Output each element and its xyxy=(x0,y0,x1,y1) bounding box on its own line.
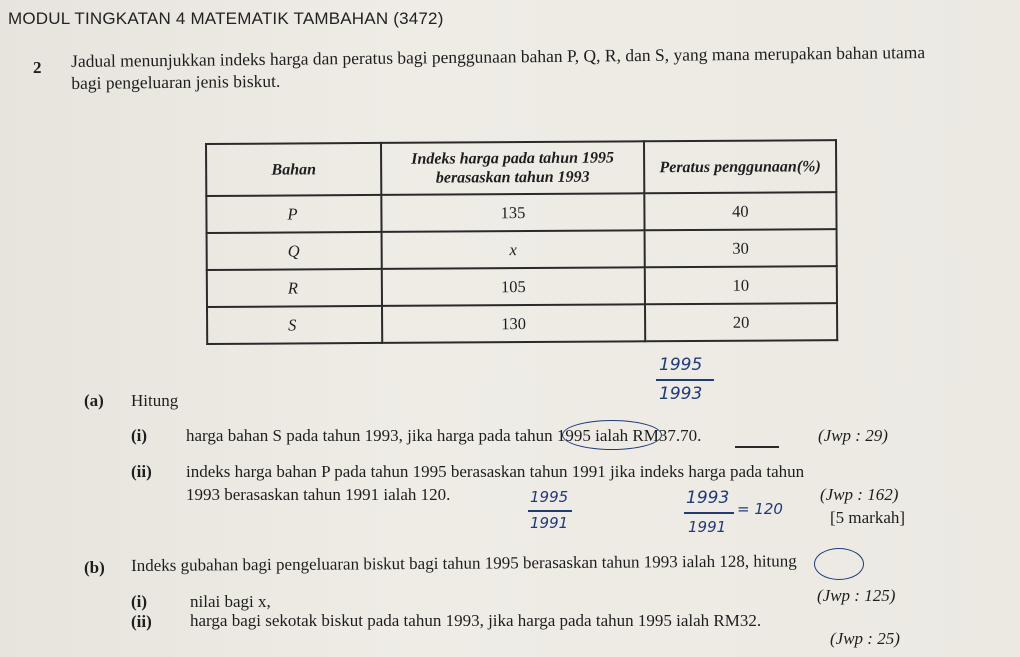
table-row xyxy=(206,192,836,233)
cell-indeks: 135 xyxy=(381,193,644,232)
handwritten-circle xyxy=(814,548,864,580)
part-b-text: Indeks gubahan bagi pengeluaran biskut bagi tahun 1995 berasaskan tahun 1993 ialah 128, hitung xyxy=(131,551,797,575)
handwritten-fraction-denominator: 1993 xyxy=(659,384,703,404)
handwritten-circle xyxy=(562,420,662,450)
part-b-ii-label: (ii) xyxy=(131,612,152,631)
table-row xyxy=(207,229,837,270)
module-header: MODUL TINGKATAN 4 MATEMATIK TAMBAHAN (3472) xyxy=(8,9,444,28)
part-b-label: (b) xyxy=(84,558,105,577)
handwritten-fraction-bar xyxy=(684,512,734,514)
part-a-i-answer: (Jwp : 29) xyxy=(818,426,888,445)
table-header-row xyxy=(206,140,836,196)
price-index-table xyxy=(205,139,838,345)
part-a-i-label: (i) xyxy=(131,426,148,445)
part-a-ii-text-line2: 1993 berasaskan tahun 1991 ialah 120. xyxy=(186,485,451,504)
header-indeks: Indeks harga pada tahun 1995 berasaskan tahun 1993 xyxy=(381,141,644,195)
cell-indeks: 130 xyxy=(382,304,645,343)
part-b-ii-text: harga bagi sekotak biskut pada tahun 1993, jika harga pada tahun 1995 ialah RM32. xyxy=(190,611,762,630)
handwritten-fraction-bar xyxy=(528,510,572,512)
cell-bahan: R xyxy=(207,269,382,307)
table-row xyxy=(207,303,837,344)
cell-peratus: 10 xyxy=(645,266,837,304)
marks-label: [5 markah] xyxy=(830,508,906,527)
table-row xyxy=(207,266,837,307)
handwritten-fraction-numerator: 1993 xyxy=(686,488,730,508)
cell-peratus: 40 xyxy=(644,192,836,230)
part-a-ii-label: (ii) xyxy=(131,462,152,481)
part-a-label: (a) xyxy=(84,391,104,410)
header-peratus: Peratus penggunaan(%) xyxy=(644,140,836,193)
question-intro: Jadual menunjukkan indeks harga dan peratus bagi penggunaan bahan P, Q, R, dan S, yang mana merupakan bahan utama bagi pengeluaran jenis biskut. xyxy=(71,42,926,93)
cell-bahan: P xyxy=(206,195,381,233)
part-a-title: Hitung xyxy=(131,391,179,410)
underline xyxy=(735,446,779,448)
part-a-ii-answer: (Jwp : 162) xyxy=(820,485,899,504)
cell-indeks: 105 xyxy=(382,267,645,306)
handwritten-fraction-denominator: 1991 xyxy=(530,514,569,532)
part-b-i-label: (i) xyxy=(131,592,148,611)
cell-bahan: Q xyxy=(207,232,382,270)
cell-indeks: x xyxy=(382,230,645,269)
part-a-i-text: harga bahan S pada tahun 1993, jika harga pada tahun 1995 ialah RM37.70. xyxy=(186,426,702,445)
cell-bahan: S xyxy=(207,306,382,344)
part-a-ii-text-line1: indeks harga bahan P pada tahun 1995 berasaskan tahun 1991 jika indeks harga pada tahun xyxy=(186,462,805,481)
handwritten-fraction-bar xyxy=(656,379,714,381)
handwritten-fraction-numerator: 1995 xyxy=(530,488,569,506)
handwritten-fraction-numerator: 1995 xyxy=(659,355,703,375)
handwritten-equation: = 120 xyxy=(737,500,783,518)
part-b-ii-answer: (Jwp : 25) xyxy=(830,629,900,648)
cell-peratus: 30 xyxy=(644,229,836,267)
question-number: 2 xyxy=(33,58,42,77)
part-b-i-answer: (Jwp : 125) xyxy=(817,586,896,605)
cell-peratus: 20 xyxy=(645,303,837,341)
header-bahan: Bahan xyxy=(206,143,381,196)
handwritten-fraction-denominator: 1991 xyxy=(688,518,727,536)
part-b-i-text: nilai bagi x, xyxy=(190,592,271,611)
